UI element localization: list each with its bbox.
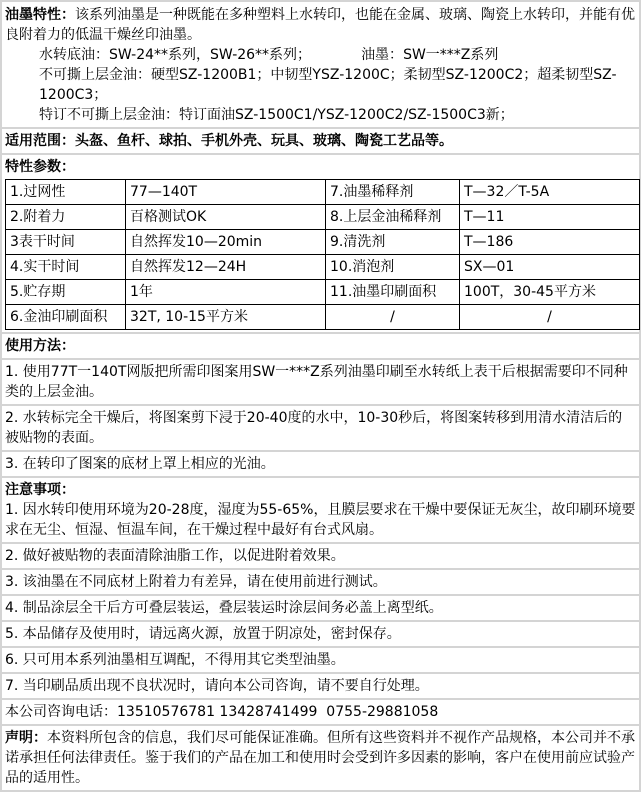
base-oil-line bbox=[5, 45, 636, 65]
param-cell: / bbox=[460, 305, 640, 330]
usage-heading: 使用方法： bbox=[5, 338, 75, 354]
param-cell: 10.消泡剂 bbox=[326, 255, 460, 280]
param-cell: T—32／T-5A bbox=[460, 180, 640, 205]
note-item-4: 4. 制品涂层全干后方可叠层装运，叠层装运时涂层间务必盖上离型纸。 bbox=[2, 596, 639, 622]
ink-series-label: 油墨： bbox=[361, 47, 404, 63]
contact-label: 本公司咨询电话： bbox=[5, 704, 117, 720]
parameters-heading: 特性参数： bbox=[5, 159, 75, 175]
param-cell: SX—01 bbox=[460, 255, 640, 280]
note-item-3: 3. 该油墨在不同底材上附着力有差异，请在使用前进行测试。 bbox=[2, 570, 639, 596]
ink-series-text: SW一***Z系列 bbox=[403, 47, 499, 63]
param-cell: 11.油墨印刷面积 bbox=[326, 280, 460, 305]
param-cell: 自然挥发10—20min bbox=[126, 230, 326, 255]
param-cell: / bbox=[326, 305, 460, 330]
row-usage-heading bbox=[2, 334, 639, 360]
base-oil-label: 水转底油： bbox=[39, 47, 109, 63]
param-cell: 4.实干时间 bbox=[6, 255, 126, 280]
param-cell: 1.过网性 bbox=[6, 180, 126, 205]
param-cell: 8.上层金油稀释剂 bbox=[326, 205, 460, 230]
note-item-7: 7. 当印刷品质出现不良状况时，请向本公司咨询，请不要自行处理。 bbox=[2, 674, 639, 700]
contact-phone-numbers: 13510576781 13428741499 0755-29881058 bbox=[117, 704, 439, 720]
param-cell: T—186 bbox=[460, 230, 640, 255]
usage-step-2: 2. 水转标完全干燥后，将图案剪下浸于20-40度的水中，10-30秒后，将图案转移到用清水清洁后的被贴物的表面。 bbox=[2, 406, 639, 452]
custom-coat-line: 特订不可撕上层金油：特订面油SZ-1500C1/YSZ-1200C2/SZ-1500C3新； bbox=[39, 107, 514, 123]
statement-label: 声明： bbox=[5, 730, 47, 746]
row-ink-properties bbox=[2, 2, 639, 129]
row-notes-heading bbox=[2, 478, 639, 544]
row-contact bbox=[2, 700, 639, 726]
base-oil-text: SW-24**系列，SW-26**系列； bbox=[109, 47, 312, 63]
usage-step-1: 1. 使用77T一140T网版把所需印图案用SW一***Z系列油墨印刷至水转纸上表干后根据需要印不同种类的上层金油。 bbox=[2, 360, 639, 406]
param-cell: 百格测试OK bbox=[126, 205, 326, 230]
note-item-5: 5. 本品储存及使用时，请远离火源，放置于阴凉处，密封保存。 bbox=[2, 622, 639, 648]
parameters-table bbox=[5, 179, 640, 330]
param-cell: 77—140T bbox=[126, 180, 326, 205]
param-cell: 自然挥发12—24H bbox=[126, 255, 326, 280]
row-parameters bbox=[2, 155, 639, 334]
param-cell: 5.贮存期 bbox=[6, 280, 126, 305]
param-cell: 32T, 10-15平方米 bbox=[126, 305, 326, 330]
scope-label: 适用范围： bbox=[5, 133, 75, 149]
scope-text: 头盔、鱼杆、球拍、手机外壳、玩具、玻璃、陶瓷工艺品等。 bbox=[75, 133, 453, 149]
ink-properties-label: 油墨特性： bbox=[5, 7, 75, 23]
param-cell: 3表干时间 bbox=[6, 230, 126, 255]
note-item-1: 1. 因水转印使用环境为20-28度，湿度为55-65%，且膜层要求在干燥中要保证无灰尘，故印刷环境要求在无尘、恒湿、恒温车间，在干燥过程中最好有台式风扇。 bbox=[5, 502, 636, 538]
param-cell: 7.油墨稀释剂 bbox=[326, 180, 460, 205]
param-cell: 6.金油印刷面积 bbox=[6, 305, 126, 330]
note-item-6: 6. 只可用本系列油墨相互调配，不得用其它类型油墨。 bbox=[2, 648, 639, 674]
notes-heading: 注意事项： bbox=[5, 482, 75, 498]
usage-step-3: 3. 在转印了图案的底材上罩上相应的光油。 bbox=[2, 452, 639, 478]
row-statement bbox=[2, 726, 639, 790]
statement-text: 本资料所包含的信息，我们尽可能保证准确。但所有这些资料并不视作产品规格，本公司并不承诺承担任何法律责任。鉴于我们的产品在加工和使用时会受到许多因素的影响，客户在使用前应试验产品的适用性。 bbox=[5, 730, 635, 786]
param-cell: T—11 bbox=[460, 205, 640, 230]
top-coat-line: 不可撕上层金油：硬型SZ-1200B1；中韧型YSZ-1200C；柔韧型SZ-1200C2；超柔韧型SZ-1200C3； bbox=[39, 67, 617, 103]
param-cell: 100T，30-45平方米 bbox=[460, 280, 640, 305]
param-cell: 9.清洗剂 bbox=[326, 230, 460, 255]
ink-properties-paragraph bbox=[5, 5, 636, 45]
row-application-scope bbox=[2, 129, 639, 155]
note-item-2: 2. 做好被贴物的表面清除油脂工作，以促进附着效果。 bbox=[2, 544, 639, 570]
param-cell: 2.附着力 bbox=[6, 205, 126, 230]
param-cell: 1年 bbox=[126, 280, 326, 305]
ink-properties-text: 该系列油墨是一种既能在多种塑料上水转印，也能在金属、玻璃、陶瓷上水转印，并能有优良附着力的低温干燥丝印油墨。 bbox=[5, 7, 635, 43]
